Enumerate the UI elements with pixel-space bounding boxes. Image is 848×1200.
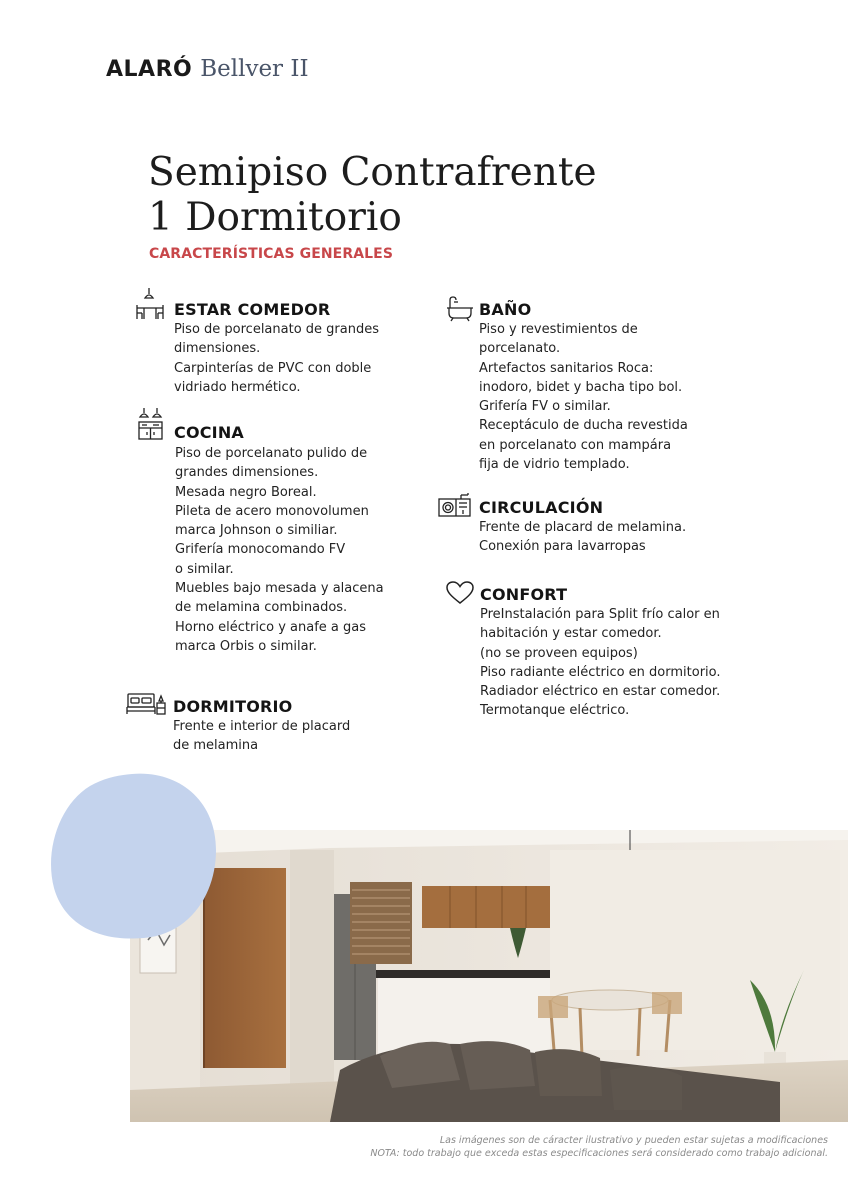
bed-icon [126, 690, 168, 716]
feature-line: dimensiones. [174, 341, 261, 357]
feature-line: grandes dimensiones. [175, 465, 319, 481]
feature-line: Frente de placard de melamina. [479, 520, 687, 535]
feature-line: Piso y revestimientos de [479, 322, 638, 337]
feature-line: porcelanato. [479, 341, 561, 357]
feature-line: Piso de porcelanato pulido de [175, 446, 368, 461]
feature-line: o similar. [175, 561, 234, 577]
dining-table-icon [135, 288, 167, 322]
section-heading: ESTAR COMEDOR [174, 300, 331, 319]
feature-line: fija de vidrio templado. [479, 457, 630, 473]
feature-line: Pileta de acero monovolumen [175, 503, 369, 519]
decorative-blob [50, 772, 218, 940]
feature-line: Artefactos sanitarios Roca: [479, 360, 654, 376]
section-heading: COCINA [174, 423, 245, 442]
footnote [370, 1134, 828, 1160]
feature-line: de melamina [173, 738, 259, 754]
feature-line: Frente e interior de placard [173, 719, 351, 734]
feature-line: Carpinterías de PVC con doble [174, 360, 372, 376]
feature-line: PreInstalación para Split frío calor en [480, 607, 720, 622]
title-line-1: Semipiso Contrafrente [148, 150, 597, 195]
section-heading: CIRCULACIÓN [479, 498, 604, 517]
feature-line: de melamina combinados. [175, 600, 348, 616]
feature-line: habitación y estar comedor. [480, 626, 662, 642]
feature-line: Termotanque eléctrico. [480, 703, 630, 719]
feature-line: Grifería monocomando FV [175, 542, 346, 558]
feature-line: Horno eléctrico y anafe a gas [175, 619, 367, 635]
feature-line: vidriado hermético. [174, 379, 301, 395]
page-title [148, 150, 597, 240]
feature-line: Mesada negro Boreal. [175, 484, 317, 500]
brand-logo [106, 56, 309, 82]
feature-line: Piso de porcelanato de grandes [174, 322, 379, 337]
feature-line: (no se proveen equipos) [480, 645, 638, 661]
brand-mark: ALARÓ [106, 57, 193, 82]
section-heading: CONFORT [480, 585, 568, 604]
feature-line: Grifería FV o similar. [479, 399, 611, 415]
section-subtitle: CARACTERÍSTICAS GENERALES [149, 246, 394, 262]
bathtub-icon [446, 296, 474, 322]
feature-line: inodoro, bidet y bacha tipo bol. [479, 379, 683, 395]
feature-line: Piso radiante eléctrico en dormitorio. [480, 664, 721, 680]
feature-line: en porcelanato con mampára [479, 437, 672, 453]
feature-line: Conexión para lavarropas [479, 539, 646, 555]
feature-line: Radiador eléctrico en estar comedor. [480, 684, 721, 700]
feature-line: Receptáculo de ducha revestida [479, 418, 688, 434]
brand-product: Bellver II [200, 56, 309, 82]
feature-line: marca Johnson o similiar. [175, 523, 338, 539]
footnote-note: NOTA: todo trabajo que exceda estas especificaciones será considerado como trabajo adicional. [370, 1148, 828, 1159]
washing-machine-icon [438, 492, 472, 518]
feature-line: marca Orbis o similar. [175, 638, 317, 654]
interior-render-image [130, 830, 848, 1122]
feature-line: Muebles bajo mesada y alacena [175, 581, 384, 597]
section-heading: BAÑO [479, 300, 532, 319]
heart-icon [446, 581, 474, 605]
kitchen-cabinet-icon [137, 408, 165, 442]
section-heading: DORMITORIO [173, 697, 293, 716]
footnote-disclaimer: Las imágenes son de cáracter ilustrativo y pueden estar sujetas a modificaciones [439, 1135, 828, 1146]
title-line-2: 1 Dormitorio [148, 195, 402, 240]
